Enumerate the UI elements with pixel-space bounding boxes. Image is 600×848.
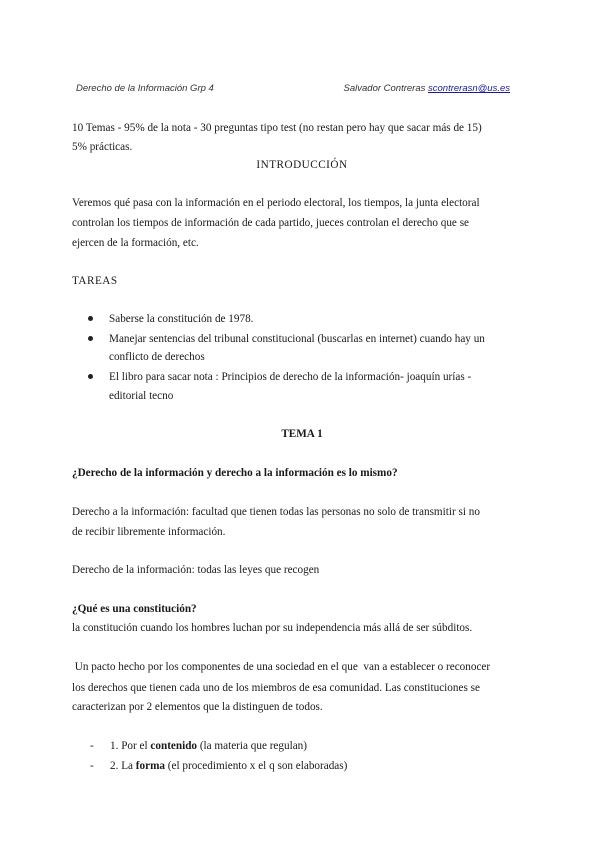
bullet-icon: [88, 316, 93, 321]
tareas-heading: TAREAS: [72, 275, 118, 287]
intro-paragraph-line-1: Veremos qué pasa con la información en el periodo electoral, los tiempos, la junta electoral: [72, 197, 480, 209]
header-email-link[interactable]: scontrerasn@us.es: [428, 83, 510, 94]
definition-2: Derecho de la información: todas las leyes que recogen: [72, 564, 320, 576]
list-item-text: El libro para sacar nota : Principios de derecho de la información- joaquín urías -: [109, 371, 472, 383]
pacto-line-1: Un pacto hecho por los componentes de una sociedad en el que van a establecer o reconocer: [72, 661, 491, 673]
dash-marker: -: [90, 740, 94, 752]
list-item-text-continued: conflicto de derechos: [109, 351, 205, 363]
list-item-text-continued: editorial tecno: [109, 390, 174, 402]
definition-1-line-1: Derecho a la información: facultad que tienen todas las personas no solo de transmitir si no: [72, 506, 480, 518]
intro-line-1: 10 Temas - 95% de la nota - 30 preguntas tipo test (no restan pero hay que sacar más de 15): [72, 122, 482, 134]
question-2-answer: la constitución cuando los hombres luchan por su independencia más allá de ser súbditos.: [72, 622, 473, 634]
definition-1-line-2: de recibir libremente información.: [72, 526, 226, 538]
header-author-block: [344, 83, 510, 94]
intro-paragraph-line-3: ejercen de la formación, etc.: [72, 237, 199, 249]
question-2: ¿Qué es una constitución?: [72, 603, 197, 615]
list-item-text: Manejar sentencias del tribunal constitucional (buscarlas en internet) cuando hay un: [109, 333, 485, 345]
header-author: Salvador Contreras: [343, 83, 426, 94]
header-course-title: Derecho de la Información Grp 4: [76, 83, 214, 94]
dash-item-text: 2. La forma (el procedimiento x el q son elaboradas): [110, 760, 348, 772]
bullet-icon: [88, 336, 93, 341]
pacto-line-3: caracterizan por 2 elementos que la distinguen de todos.: [72, 701, 323, 713]
intro-heading: INTRODUCCIÓN: [256, 159, 348, 171]
intro-line-2: 5% prácticas.: [72, 141, 133, 153]
list-item-text: Saberse la constitución de 1978.: [109, 313, 254, 325]
tema-heading: TEMA 1: [281, 428, 323, 440]
dash-marker: -: [90, 760, 94, 772]
page-header: [76, 83, 510, 94]
bullet-icon: [88, 374, 93, 379]
dash-item-text: 1. Por el contenido (la materia que regulan): [110, 740, 307, 752]
pacto-line-2: los derechos que tienen cada uno de los miembros de esa comunidad. Las constituciones se: [72, 682, 480, 694]
intro-paragraph-line-2: controlan los tiempos de información de cada partido, jueces controlan el derecho que se: [72, 217, 470, 229]
question-1: ¿Derecho de la información y derecho a la información es lo mismo?: [72, 467, 398, 479]
